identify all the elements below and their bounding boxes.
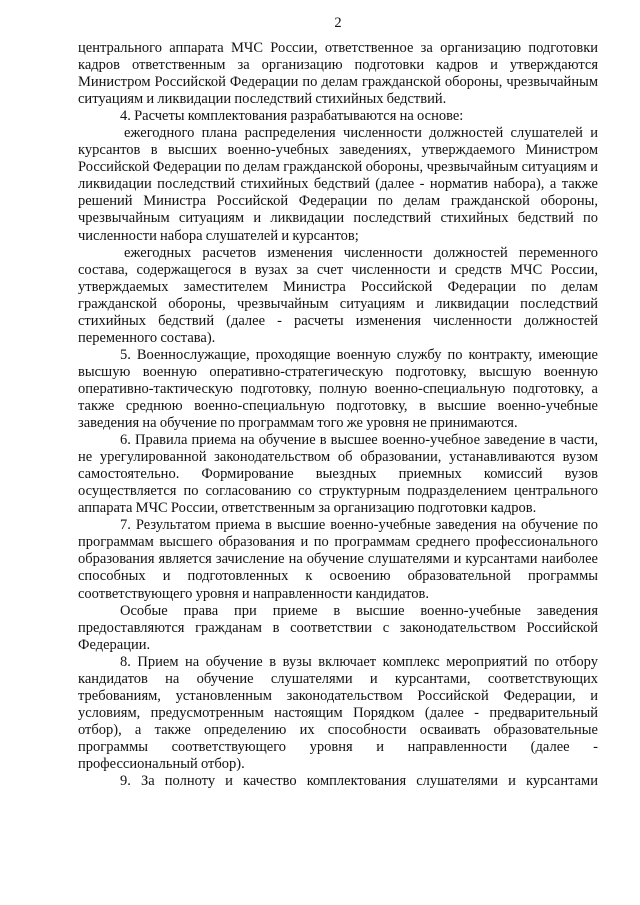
paragraph-8: 8. Прием на обучение в вузы включает комплекс мероприятий по отбору кандидатов на обучение слушателями и курсантами, соответствующих требованиям, установленным законодательством Российской Федерации, и условиям, предусмотренным настоящим Порядком (далее - предварительный отбор), а также определению их способности осваивать образовательные программы соответствующего уровня и направленности (далее - профессиональный отбор). xyxy=(78,653,598,772)
paragraph-5: 5. Военнослужащие, проходящие военную службу по контракту, имеющие высшую военную оперативно-стратегическую подготовку, высшую военную оперативно-тактическую подготовку, полную военно-специальную подготовку, а также среднюю военно-специальную подготовку, в высшие военно-учебные заведения на обучение по программам того же уровня не принимаются. xyxy=(78,346,598,432)
page-number: 2 xyxy=(334,15,342,31)
paragraph-4-item-calculations: ежегодных расчетов изменения численности должностей переменного состава, содержащегося в вузах за счет численности и средств МЧС России, утверждаемых заместителем Министра Российской Федерации по делам гражданской обороны, чрезвычайным ситуациям и ликвидации последствий стихийных бедствий (далее - расчеты изменения численности должностей переменного состава). xyxy=(78,244,598,346)
paragraph-continuation: центрального аппарата МЧС России, ответственное за организацию подготовки кадров ответственным за организацию подготовки кадров и утверждаются Министром Российской Федерации по делам гражданской обороны, чрезвычайным ситуациям и ликвидации последствий стихийных бедствий. xyxy=(78,40,598,108)
paragraph-6: 6. Правила приема на обучение в высшее военно-учебное заведение в части, не урегулированной законодательством об образовании, устанавливаются вузом самостоятельно. Формирование выездных приемных комиссий вузов осуществляется по согласованию со структурным подразделением центрального аппарата МЧС России, ответственным за организацию подготовки кадров. xyxy=(78,432,598,517)
paragraph-9: 9. За полноту и качество комплектования слушателями и курсантами xyxy=(120,773,598,790)
paragraph-4-item-plan: ежегодного плана распределения численности должностей слушателей и курсантов в высших военно-учебных заведениях, утверждаемого Министром Российской Федерации по делам гражданской обороны, чрезвычайным ситуациям и ликвидации последствий стихийных бедствий (далее - норматив набора), а также решений Министра Российской Федерации по делам гражданской обороны, чрезвычайным ситуациям и ликвидации последствий стихийных бедствий по численности набора слушателей и курсантов; xyxy=(78,125,598,244)
paragraph-4-heading: 4. Расчеты комплектования разрабатываются на основе: xyxy=(120,108,464,125)
document-page xyxy=(78,14,598,894)
paragraph-7: 7. Результатом приема в высшие военно-учебные заведения на обучение по программам высшего образования и по программам среднего профессионального образования является зачисление на обучение слушателями и курсантами наиболее способных и подготовленных к освоению образовательной программы соответствующего уровня и направленности кандидатов. xyxy=(78,517,598,602)
paragraph-7-special-rights: Особые права при приеме в высшие военно-учебные заведения предоставляются гражданам в соответствии с законодательством Российской Федерации. xyxy=(78,602,598,653)
